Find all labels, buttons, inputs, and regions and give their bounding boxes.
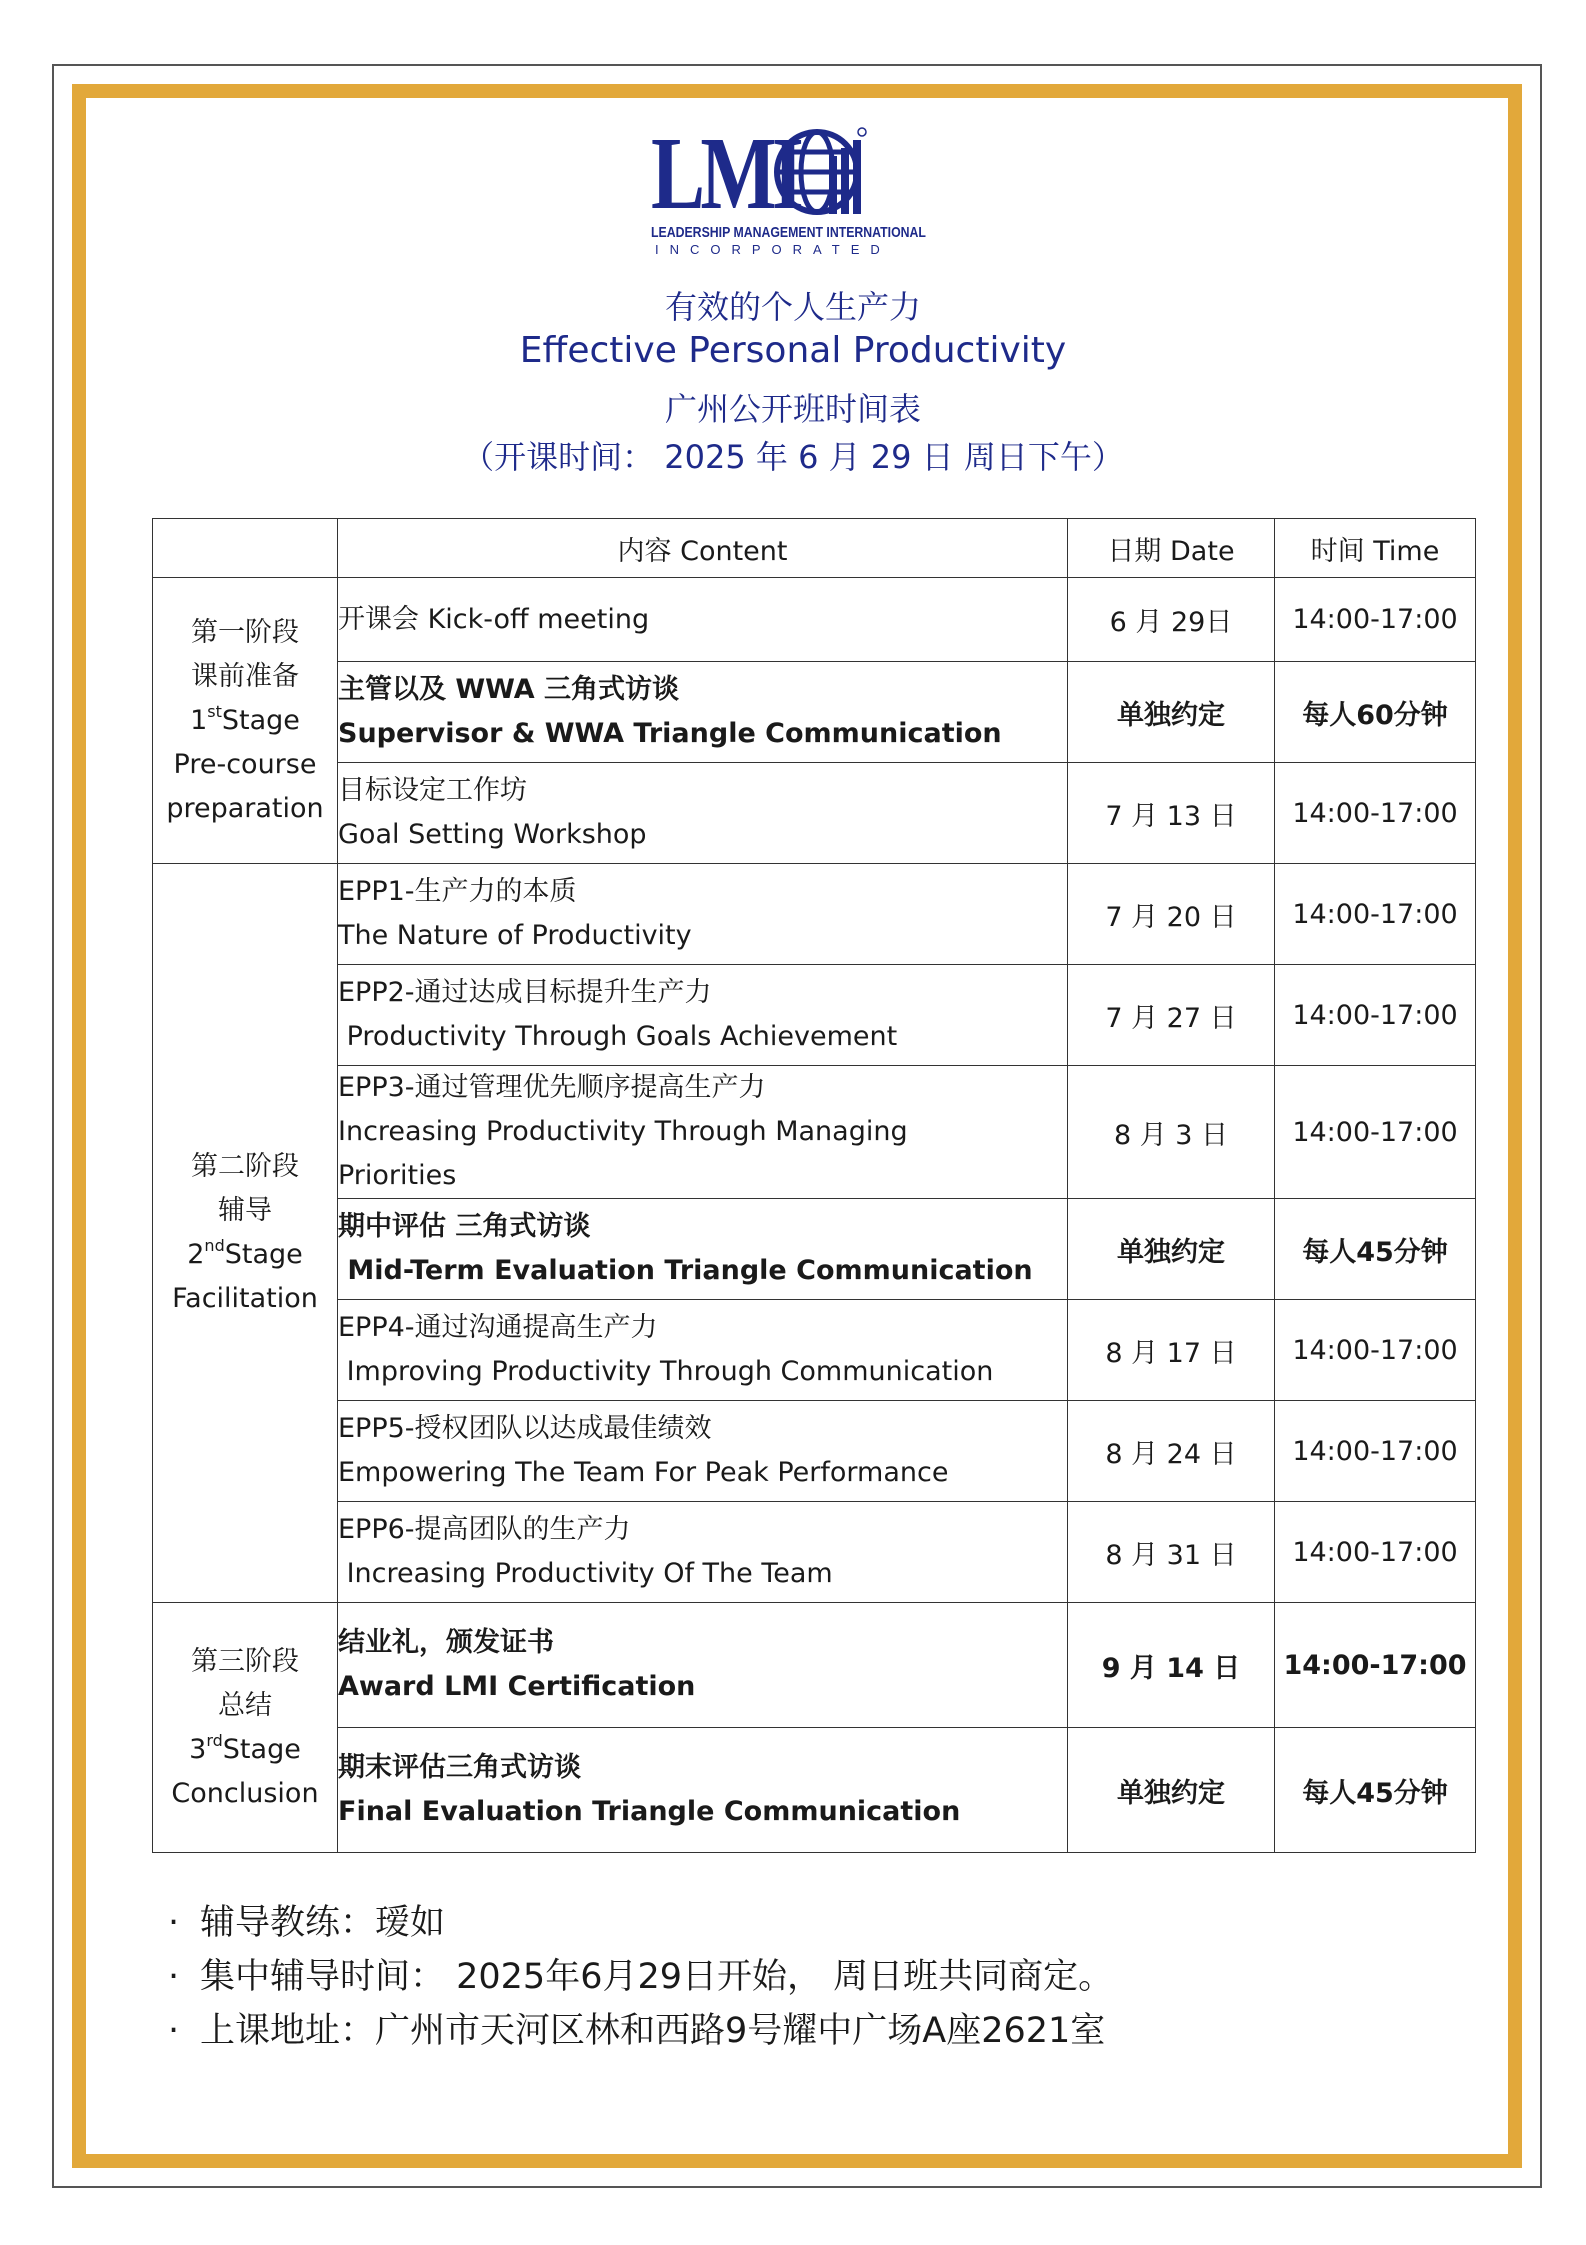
title-english: Effective Personal Productivity <box>519 330 1067 371</box>
row-content: EPP4-通过沟通提高生产力 Improving Productivity Through Communication <box>338 1300 1068 1401</box>
stage-label-cn: 第三阶段 <box>191 1645 299 1677</box>
stage-label-en: Conclusion <box>171 1777 319 1809</box>
row-date: 单独约定 <box>1068 1728 1275 1853</box>
stage-label-en2: preparation <box>166 792 324 824</box>
header-stage <box>153 519 338 578</box>
stage-label-en: Facilitation <box>172 1283 318 1314</box>
table-row <box>153 864 1476 965</box>
notes-list <box>168 1896 1113 2058</box>
note-address: · 上课地址：广州市天河区林和西路9号耀中广场A座2621室 <box>168 2004 1113 2058</box>
table-row <box>153 965 1476 1066</box>
row-time: 14:00-17:00 <box>1275 1300 1476 1401</box>
note-coach: · 辅导教练：瑷如 <box>168 1896 1113 1950</box>
bullet: · <box>168 1957 180 1997</box>
row-time: 14:00-17:00 <box>1275 1502 1476 1603</box>
row-content: EPP5-授权团队以达成最佳绩效 Empowering The Team For Peak Performance <box>338 1401 1068 1502</box>
stage-cell-2 <box>153 864 338 1603</box>
table-row <box>153 1401 1476 1502</box>
table-row <box>153 662 1476 763</box>
row-content: EPP6-提高团队的生产力 Increasing Productivity Of The Team <box>338 1502 1068 1603</box>
row-date: 单独约定 <box>1068 1199 1275 1300</box>
stage-number: 3rdStage <box>189 1730 301 1765</box>
stage-number: 1stStage <box>190 701 300 736</box>
subtitle-schedule: 广州公开班时间表 <box>664 390 921 428</box>
bullet: · <box>168 2011 180 2051</box>
logo-tagline: LEADERSHIP MANAGEMENT INTERNATIONAL <box>651 224 926 241</box>
stage-cell-1 <box>153 578 338 864</box>
table-row <box>153 1199 1476 1300</box>
row-date: 8 月 3 日 <box>1068 1066 1275 1199</box>
note-schedule: · 集中辅导时间： 2025年6月29日开始， 周日班共同商定。 <box>168 1950 1113 2004</box>
start-date-line: （开课时间： 2025 年 6 月 29 日 周日下午） <box>462 438 1124 476</box>
stage-label-en: Pre-course <box>173 748 317 780</box>
row-content: 目标设定工作坊 Goal Setting Workshop <box>338 763 1068 864</box>
header-content: 内容 Content <box>338 519 1068 578</box>
title-chinese: 有效的个人生产力 <box>664 288 921 326</box>
row-time: 14:00-17:00 <box>1275 763 1476 864</box>
stage-label-cn2: 课前准备 <box>191 660 299 692</box>
row-time: 每人45分钟 <box>1275 1728 1476 1853</box>
header-time: 时间 Time <box>1275 519 1476 578</box>
row-content: 主管以及 WWA 三角式访谈 Supervisor & WWA Triangle Communication <box>338 662 1068 763</box>
table-row <box>153 1603 1476 1728</box>
table-row <box>153 1066 1476 1199</box>
row-content: 结业礼，颁发证书 Award LMI Certification <box>338 1603 1068 1728</box>
row-date: 8 月 17 日 <box>1068 1300 1275 1401</box>
header-date: 日期 Date <box>1068 519 1275 578</box>
logo-letters: LMI <box>651 116 800 231</box>
row-date: 8 月 31 日 <box>1068 1502 1275 1603</box>
row-date: 7 月 20 日 <box>1068 864 1275 965</box>
stage-label-cn2: 总结 <box>218 1689 272 1721</box>
row-content: EPP2-通过达成目标提升生产力 Productivity Through Goals Achievement <box>338 965 1068 1066</box>
row-date: 8 月 24 日 <box>1068 1401 1275 1502</box>
row-time: 14:00-17:00 <box>1275 578 1476 662</box>
row-time: 14:00-17:00 <box>1275 1066 1476 1199</box>
row-time: 14:00-17:00 <box>1275 864 1476 965</box>
row-time: 每人45分钟 <box>1275 1199 1476 1300</box>
row-time: 14:00-17:00 <box>1275 1603 1476 1728</box>
row-date: 7 月 13 日 <box>1068 763 1275 864</box>
row-date: 6 月 29日 <box>1068 578 1275 662</box>
stage-label-cn: 第二阶段 <box>191 1151 299 1182</box>
table-header-row <box>153 519 1476 578</box>
table-row <box>153 1300 1476 1401</box>
stage-number: 2ndStage <box>187 1236 303 1270</box>
row-content: 期末评估三角式访谈 Final Evaluation Triangle Communication <box>338 1728 1068 1853</box>
table-row <box>153 1728 1476 1853</box>
schedule-table <box>152 518 1476 1853</box>
stage-label-cn: 第一阶段 <box>191 616 299 648</box>
globe-icon <box>769 126 869 224</box>
row-content: EPP1-生产力的本质 The Nature of Productivity <box>338 864 1068 965</box>
table-row <box>153 1502 1476 1603</box>
row-content: EPP3-通过管理优先顺序提高生产力 Increasing Productivity Through Managing Priorities <box>338 1066 1068 1199</box>
lmi-logo <box>651 116 926 264</box>
row-date: 7 月 27 日 <box>1068 965 1275 1066</box>
row-date: 单独约定 <box>1068 662 1275 763</box>
stage-cell-3 <box>153 1603 338 1853</box>
row-date: 9 月 14 日 <box>1068 1603 1275 1728</box>
stage-label-cn2: 辅导 <box>218 1195 272 1226</box>
row-time: 14:00-17:00 <box>1275 965 1476 1066</box>
logo-incorporated: INCORPORATED <box>655 242 891 257</box>
row-content: 期中评估 三角式访谈 Mid-Term Evaluation Triangle Communication <box>338 1199 1068 1300</box>
row-time: 每人60分钟 <box>1275 662 1476 763</box>
bullet: · <box>168 1903 180 1943</box>
table-row <box>153 763 1476 864</box>
row-time: 14:00-17:00 <box>1275 1401 1476 1502</box>
row-content: 开课会 Kick-off meeting <box>338 578 1068 662</box>
table-row <box>153 578 1476 662</box>
